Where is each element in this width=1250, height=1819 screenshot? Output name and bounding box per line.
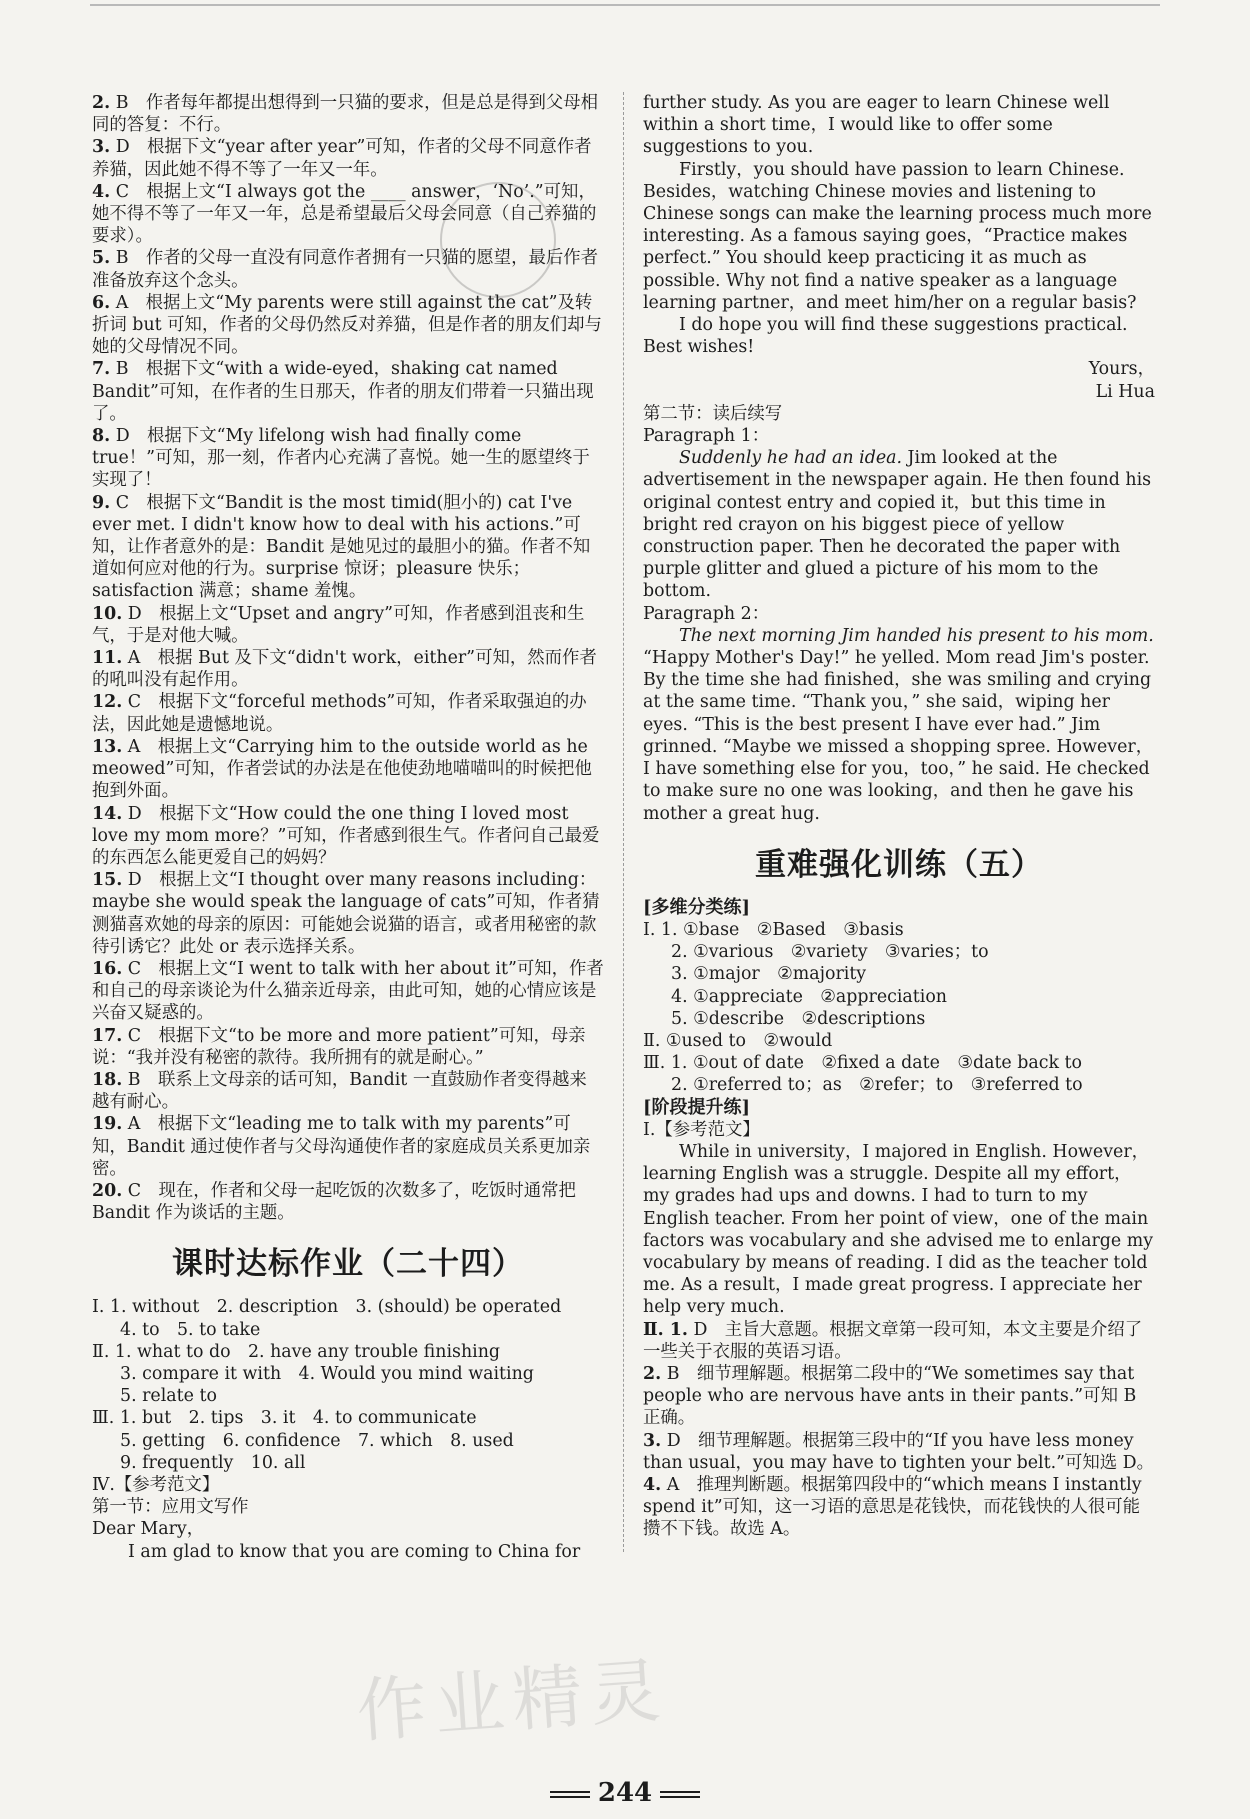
answer-number: 3. <box>643 1430 662 1451</box>
answer-item <box>643 1363 1155 1430</box>
answer-text: B 根据下文“with a wide-eyed，shaking cat named Bandit”可知，在作者的生日那天，作者的朋友们带着一只猫出现了。 <box>92 359 594 424</box>
answer-number: 2. <box>92 93 111 113</box>
section24-line: 5. getting 6. confidence 7. which 8. used <box>120 1430 514 1451</box>
section24-line: 第一节：应用文写作 <box>92 1497 249 1518</box>
answer-number: 18. <box>92 1069 123 1090</box>
answer-item <box>92 603 604 647</box>
answer-text: A 推理判断题。根据第四段中的“which means I instantly spend it”可知，这一习语的意思是花钱快，而花钱快的人很可能攒不下钱。故选 A。 <box>643 1474 1142 1540</box>
paragraph-1-lead: Suddenly he had an idea. <box>679 448 903 469</box>
answer-item <box>92 958 604 1025</box>
answer-text: B 作者的父母一直没有同意作者拥有一只猫的愿望，最后作者准备放弃这个念头。 <box>92 248 599 291</box>
sample-label: Ⅰ.【参考范文】 <box>643 1119 760 1140</box>
answer-item <box>643 1319 1155 1363</box>
top-rule <box>90 4 1160 6</box>
answer-number: 17. <box>92 1025 123 1046</box>
answer-number: 14. <box>92 803 123 824</box>
answer-item <box>92 425 604 492</box>
answer-text: D 细节理解题。根据第三段中的“If you have less money than usual，you may have to tighten your belt.”可知选 D。 <box>643 1430 1155 1473</box>
answer-number: 12. <box>92 692 123 713</box>
answer-text: B 联系上文母亲的话可知，Bandit 一直鼓励作者变得越来越有耐心。 <box>92 1069 587 1113</box>
answer-item <box>92 1180 604 1224</box>
section-title-24: 课时达标作业（二十四） <box>172 1246 524 1283</box>
answer-number: 20. <box>92 1180 123 1201</box>
answer-text: D 根据下文“My lifelong wish had finally come true！”可知，那一刻，作者内心充满了喜悦。她一生的愿望终于实现了！ <box>92 426 590 491</box>
sample-essay: While in university，I majored in English. However，learning English was a struggle. Despite all my effort，my grades had ups and downs. I had to turn to my English teacher. From her point of view，one of the main factors was vocabulary and she advised me to enlarge my vocabulary by means of reading. I did as the teacher told me. As a result，I made great progress. I appreciate her help very much. <box>643 1141 1154 1318</box>
section24-line: Ⅰ. 1. without 2. description 3. (should) be operated <box>92 1297 562 1318</box>
answer-list <box>92 92 604 1224</box>
answer-text: D 根据上文“I thought over many reasons including：maybe she would speak the language of cats”可知，作者猜测猫喜欢她的母亲的原因：可能她会说猫的语言，或者用秘密的款待引诱它？此处 or 表示选择关系。 <box>92 870 600 957</box>
answer-number: 19. <box>92 1114 123 1135</box>
stage-practice-heading: [阶段提升练] <box>643 1096 751 1118</box>
answer-number: 13. <box>92 736 123 757</box>
letter-para-1: Firstly，you should have passion to learn Chinese. Besides，watching Chinese movies and listening to Chinese songs can make the learning process much more interesting. As a famous saying goes，“Practice makes perfect.” You should keep practicing it as much as possible. Why not find a native speaker as a language learning partner，and meet him/her on a regular basis? <box>643 159 1152 313</box>
answer-item <box>92 92 604 136</box>
paragraph-2-label: Paragraph 2： <box>643 603 770 624</box>
answer-number: 6. <box>92 292 111 313</box>
section24-answers <box>92 1296 604 1562</box>
section-title-5: 重难强化训练（五） <box>755 846 1043 883</box>
multi-practice-answers <box>643 919 1155 1097</box>
answer-text: B 细节理解题。根据第二段中的“We sometimes say that people who are nervous have ants in their pants.”可知 B 正确。 <box>643 1363 1137 1429</box>
answer-text: C 现在，作者和父母一起吃饭的次数多了，吃饭时通常把 Bandit 作为谈话的主题。 <box>92 1180 576 1224</box>
section24-line: Ⅲ. 1. but 2. tips 3. it 4. to communicate <box>92 1408 477 1429</box>
answer-item <box>92 691 604 735</box>
answer-number: Ⅱ. 1. <box>643 1319 688 1340</box>
answer-text: C 根据下文“to be more and more patient”可知，母亲说：“我并没有秘密的款待。我所拥有的就是耐心。” <box>92 1025 586 1068</box>
answer-item <box>643 1430 1155 1474</box>
section24-line: I am glad to know that you are coming to China for <box>128 1541 581 1562</box>
paragraph-1-label: Paragraph 1： <box>643 426 770 447</box>
answer-item <box>92 492 604 603</box>
answer-number: 4. <box>643 1474 662 1495</box>
answer-number: 7. <box>92 359 111 380</box>
answer-number: 9. <box>92 492 111 513</box>
multi-practice-line: Ⅱ. ①used to ②would <box>643 1030 833 1051</box>
answer-item <box>643 1474 1155 1541</box>
left-column <box>92 92 604 1563</box>
answer-text: A 根据上文“My parents were still against the cat”及转折词 but 可知，作者的父母仍然反对养猫，但是作者的朋友们却与她的父母情况不同。 <box>92 292 602 358</box>
answer-text: A 根据上文“Carrying him to the outside world as he meowed”可知，作者尝试的办法是在他使劲地喵喵叫的时候把他抱到外面。 <box>92 736 592 802</box>
answer-text: C 根据下文“Bandit is the most timid(胆小的) cat I've ever met. I didn't know how to deal with his actions.”可知，让作者意外的是：Bandit 是她见过的最胆小的猫。作者不知道如何应对他的行为。surprise 惊讶；pleasure 快乐；satisfaction 满意；shame 羞愧。 <box>92 492 591 602</box>
answer-number: 3. <box>92 137 111 158</box>
multi-practice-line: 4. ①appreciate ②appreciation <box>671 986 948 1007</box>
answer-number: 16. <box>92 958 123 979</box>
page-number <box>0 1778 1250 1808</box>
page-number-text: 244 <box>597 1778 653 1808</box>
answer-text: C 根据上文“I went to talk with her about it”可知，作者和自己的母亲谈论为什么猫亲近母亲，由此可知，她的心情应该是兴奋又疑惑的。 <box>92 958 604 1024</box>
multi-practice-heading: [多维分类练] <box>643 896 751 918</box>
answer-item <box>92 1025 604 1069</box>
answer-number: 10. <box>92 603 123 624</box>
reading-answers <box>643 1319 1155 1541</box>
multi-practice-line: Ⅰ. 1. ①base ②Based ③basis <box>643 919 904 940</box>
answer-text: A 根据下文“leading me to talk with my parents”可知，Bandit 通过使作者与父母沟通使作者的家庭成员关系更加亲密。 <box>92 1114 591 1179</box>
answer-item <box>92 736 604 803</box>
answer-text: D 根据下文“year after year”可知，作者的父母不同意作者养猫，因此她不得不等了一年又一年。 <box>92 137 592 180</box>
section24-line: Ⅳ.【参考范文】 <box>92 1474 220 1495</box>
section24-line: 4. to 5. to take <box>120 1319 261 1340</box>
multi-practice-line: 2. ①various ②variety ③varies；to <box>671 942 989 963</box>
page-dash-left <box>550 1791 590 1798</box>
multi-practice-line: Ⅲ. 1. ①out of date ②fixed a date ③date back to <box>643 1053 1083 1074</box>
right-column <box>643 92 1155 1541</box>
letter-para-2: I do hope you will find these suggestions practical. Best wishes! <box>643 315 1128 358</box>
multi-practice-line: 2. ①referred to；as ②refer；to ③referred to <box>671 1075 1083 1096</box>
watermark: 作业精灵 <box>353 1649 671 1753</box>
answer-text: D 根据上文“Upset and angry”可知，作者感到沮丧和生气，于是对他大喊。 <box>92 603 585 646</box>
answer-number: 5. <box>92 248 111 269</box>
answer-item <box>92 1113 604 1180</box>
letter-closing: Yours， <box>1088 359 1155 380</box>
paragraph-2 <box>643 625 1155 825</box>
paragraph-1 <box>643 447 1155 602</box>
answer-item <box>92 292 604 359</box>
answer-text: D 主旨大意题。根据文章第一段可知，本文主要是介绍了一些关于衣服的英语习语。 <box>643 1319 1143 1362</box>
answer-item <box>92 136 604 180</box>
paragraph-2-lead: The next morning Jim handed his present to his mom. <box>679 625 1154 646</box>
letter-signature: Li Hua <box>1095 381 1155 402</box>
section24-line: 9. frequently 10. all <box>120 1452 306 1473</box>
answer-number: 2. <box>643 1363 662 1384</box>
multi-practice-line: 3. ①major ②majority <box>671 964 867 985</box>
column-divider <box>623 92 624 1552</box>
answer-text: A 根据 But 及下文“didn't work，either”可知，然而作者的吼叫没有起作用。 <box>92 648 597 691</box>
answer-item <box>92 247 604 291</box>
answer-item <box>92 647 604 691</box>
section24-line: Ⅱ. 1. what to do 2. have any trouble finishing <box>92 1341 501 1362</box>
paragraph-1-text: Jim looked at the advertisement in the newspaper again. He then found his original contest entry and copied it，but this time in bright red crayon on his biggest piece of yellow construction paper. Then he decorated the paper with purple glitter and glued a picture of his mom to the bottom. <box>643 448 1152 602</box>
answer-text: C 根据上文“I always got the ____ answer，‘No’.”可知，她不得不等了一年又一年，总是希望最后父母会同意（自己养猫的要求）。 <box>92 181 597 247</box>
continuation-heading: 第二节：读后续写 <box>643 403 783 424</box>
answer-number: 11. <box>92 648 123 669</box>
answer-item <box>92 869 604 958</box>
answer-item <box>92 803 604 870</box>
answer-number: 15. <box>92 870 123 891</box>
answer-item <box>92 181 604 248</box>
multi-practice-line: 5. ①describe ②descriptions <box>671 1008 926 1029</box>
paragraph-2-text: “Happy Mother's Day!” he yelled. Mom read Jim's poster. By the time she had finished，she was smiling and crying at the same time. “Thank you，” she said，wiping her eyes. “This is the best present I have ever had.” Jim grinned. “Maybe we missed a shopping spree. However，I have something else for you，too，” he said. He checked to make sure no one was looking，and then he gave his mother a great hug. <box>643 648 1154 824</box>
answer-text: B 作者每年都提出想得到一只猫的要求，但是总是得到父母相同的答复：不行。 <box>92 93 599 136</box>
answer-number: 4. <box>92 181 111 202</box>
page-dash-right <box>660 1791 700 1798</box>
answer-number: 8. <box>92 426 111 447</box>
answer-text: C 根据下文“forceful methods”可知，作者采取强迫的办法，因此她是遗憾地说。 <box>92 692 587 735</box>
letter-continued: further study. As you are eager to learn Chinese well within a short time，I would like to offer some suggestions to you. <box>643 93 1110 158</box>
section24-line: 3. compare it with 4. Would you mind waiting <box>120 1363 534 1384</box>
section24-line: Dear Mary， <box>92 1519 205 1540</box>
answer-text: D 根据下文“How could the one thing I loved most love my mom more？”可知，作者感到很生气。作者问自己最爱的东西怎么能更爱自己的妈妈？ <box>92 803 600 868</box>
answer-item <box>92 1069 604 1113</box>
section24-line: 5. relate to <box>120 1386 217 1407</box>
answer-item <box>92 358 604 425</box>
